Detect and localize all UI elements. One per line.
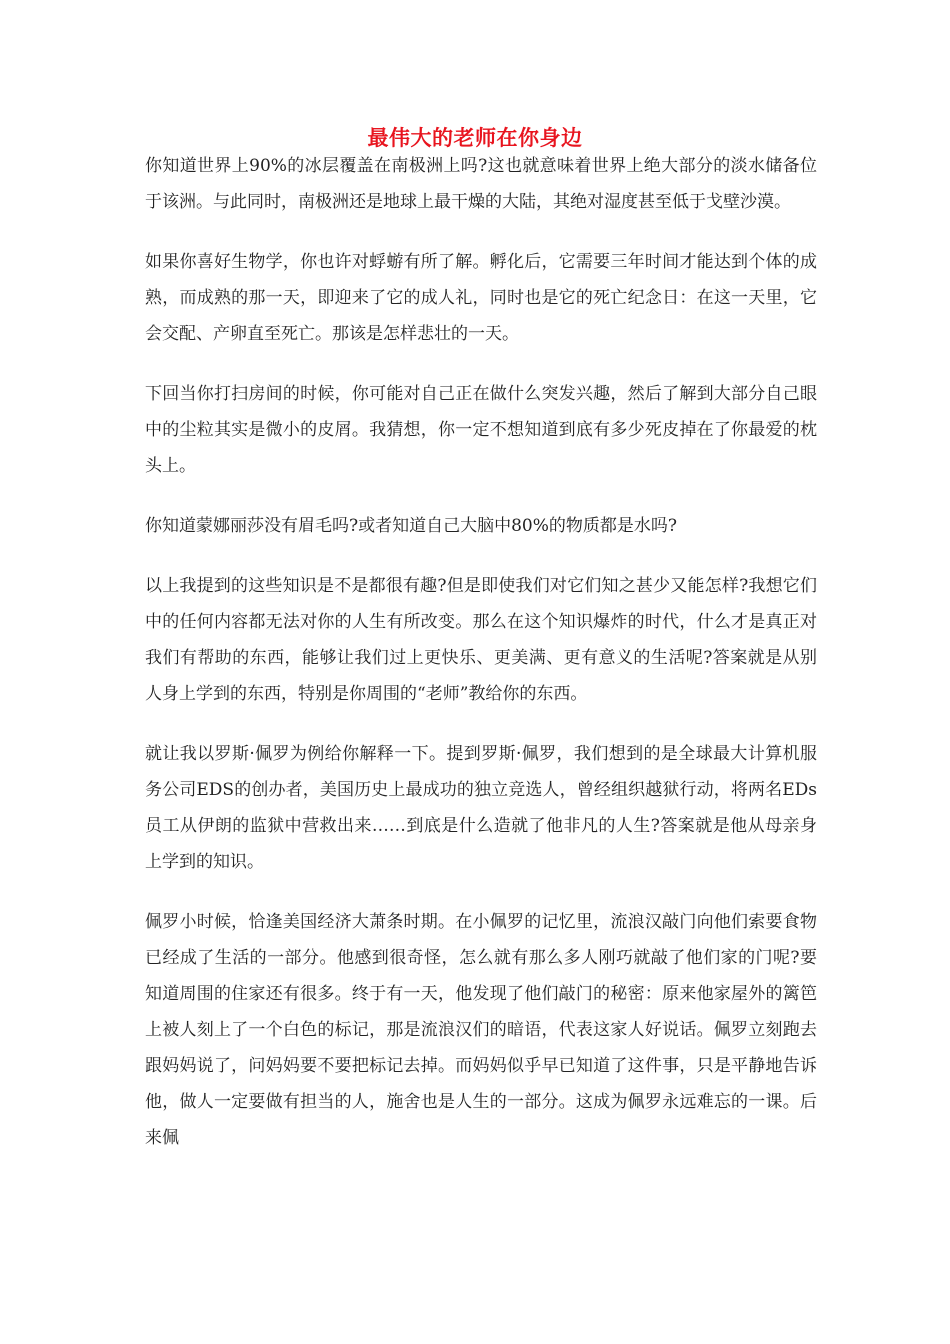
document-body bbox=[145, 148, 817, 1180]
paragraph-dust: 下回当你打扫房间的时候，你可能对自己正在做什么突发兴趣，然后了解到大部分自己眼中的尘粒其实是微小的皮屑。我猜想，你一定不想知道到底有多少死皮掉在了你最爱的枕头上。 bbox=[145, 384, 817, 476]
paragraph-childhood: 佩罗小时候，恰逢美国经济大萧条时期。在小佩罗的记忆里，流浪汉敲门向他们索要食物已经成了生活的一部分。他感到很奇怪，怎么就有那么多人刚巧就敲了他们家的门呢?要知道周围的住家还有很多。终于有一天，他发现了他们敲门的秘密：原来他家屋外的篱笆上被人刻上了一个白色的标记，那是流浪汉们的暗语，代表这家人好说话。佩罗立刻跑去跟妈妈说了，问妈妈要不要把标记去掉。而妈妈似乎早已知道了这件事，只是平静地告诉他，做人一定要做有担当的人，施舍也是人生的一部分。这成为佩罗永远难忘的一课。后来佩 bbox=[145, 912, 817, 1148]
document-title: 最伟大的老师在你身边 bbox=[367, 126, 583, 150]
paragraph-antarctica: 你知道世界上90%的冰层覆盖在南极洲上吗?这也就意味着世界上绝大部分的淡水储备位于该洲。与此同时，南极洲还是地球上最干燥的大陆，其绝对湿度甚至低于戈壁沙漠。 bbox=[145, 156, 817, 212]
paragraph-mayfly: 如果你喜好生物学，你也许对蜉蝣有所了解。孵化后，它需要三年时间才能达到个体的成熟，而成熟的那一天，即迎来了它的成人礼，同时也是它的死亡纪念日：在这一天里，它会交配、产卵直至死亡。那该是怎样悲壮的一天。 bbox=[145, 252, 817, 344]
paragraph-mona-lisa: 你知道蒙娜丽莎没有眉毛吗?或者知道自己大脑中80%的物质都是水吗? bbox=[145, 516, 678, 536]
paragraph-ross-perot: 就让我以罗斯·佩罗为例给你解释一下。提到罗斯·佩罗，我们想到的是全球最大计算机服务公司EDS的创办者，美国历史上最成功的独立竞选人，曾经组织越狱行动，将两名EDs员工从伊朗的监狱中营救出来……到底是什么造就了他非凡的人生?答案就是他从母亲身上学到的知识。 bbox=[145, 744, 817, 872]
paragraph-knowledge: 以上我提到的这些知识是不是都很有趣?但是即使我们对它们知之甚少又能怎样?我想它们中的任何内容都无法对你的人生有所改变。那么在这个知识爆炸的时代，什么才是真正对我们有帮助的东西，能够让我们过上更快乐、更美满、更有意义的生活呢?答案就是从别人身上学到的东西，特别是你周围的“老师”教给你的东西。 bbox=[145, 576, 817, 704]
